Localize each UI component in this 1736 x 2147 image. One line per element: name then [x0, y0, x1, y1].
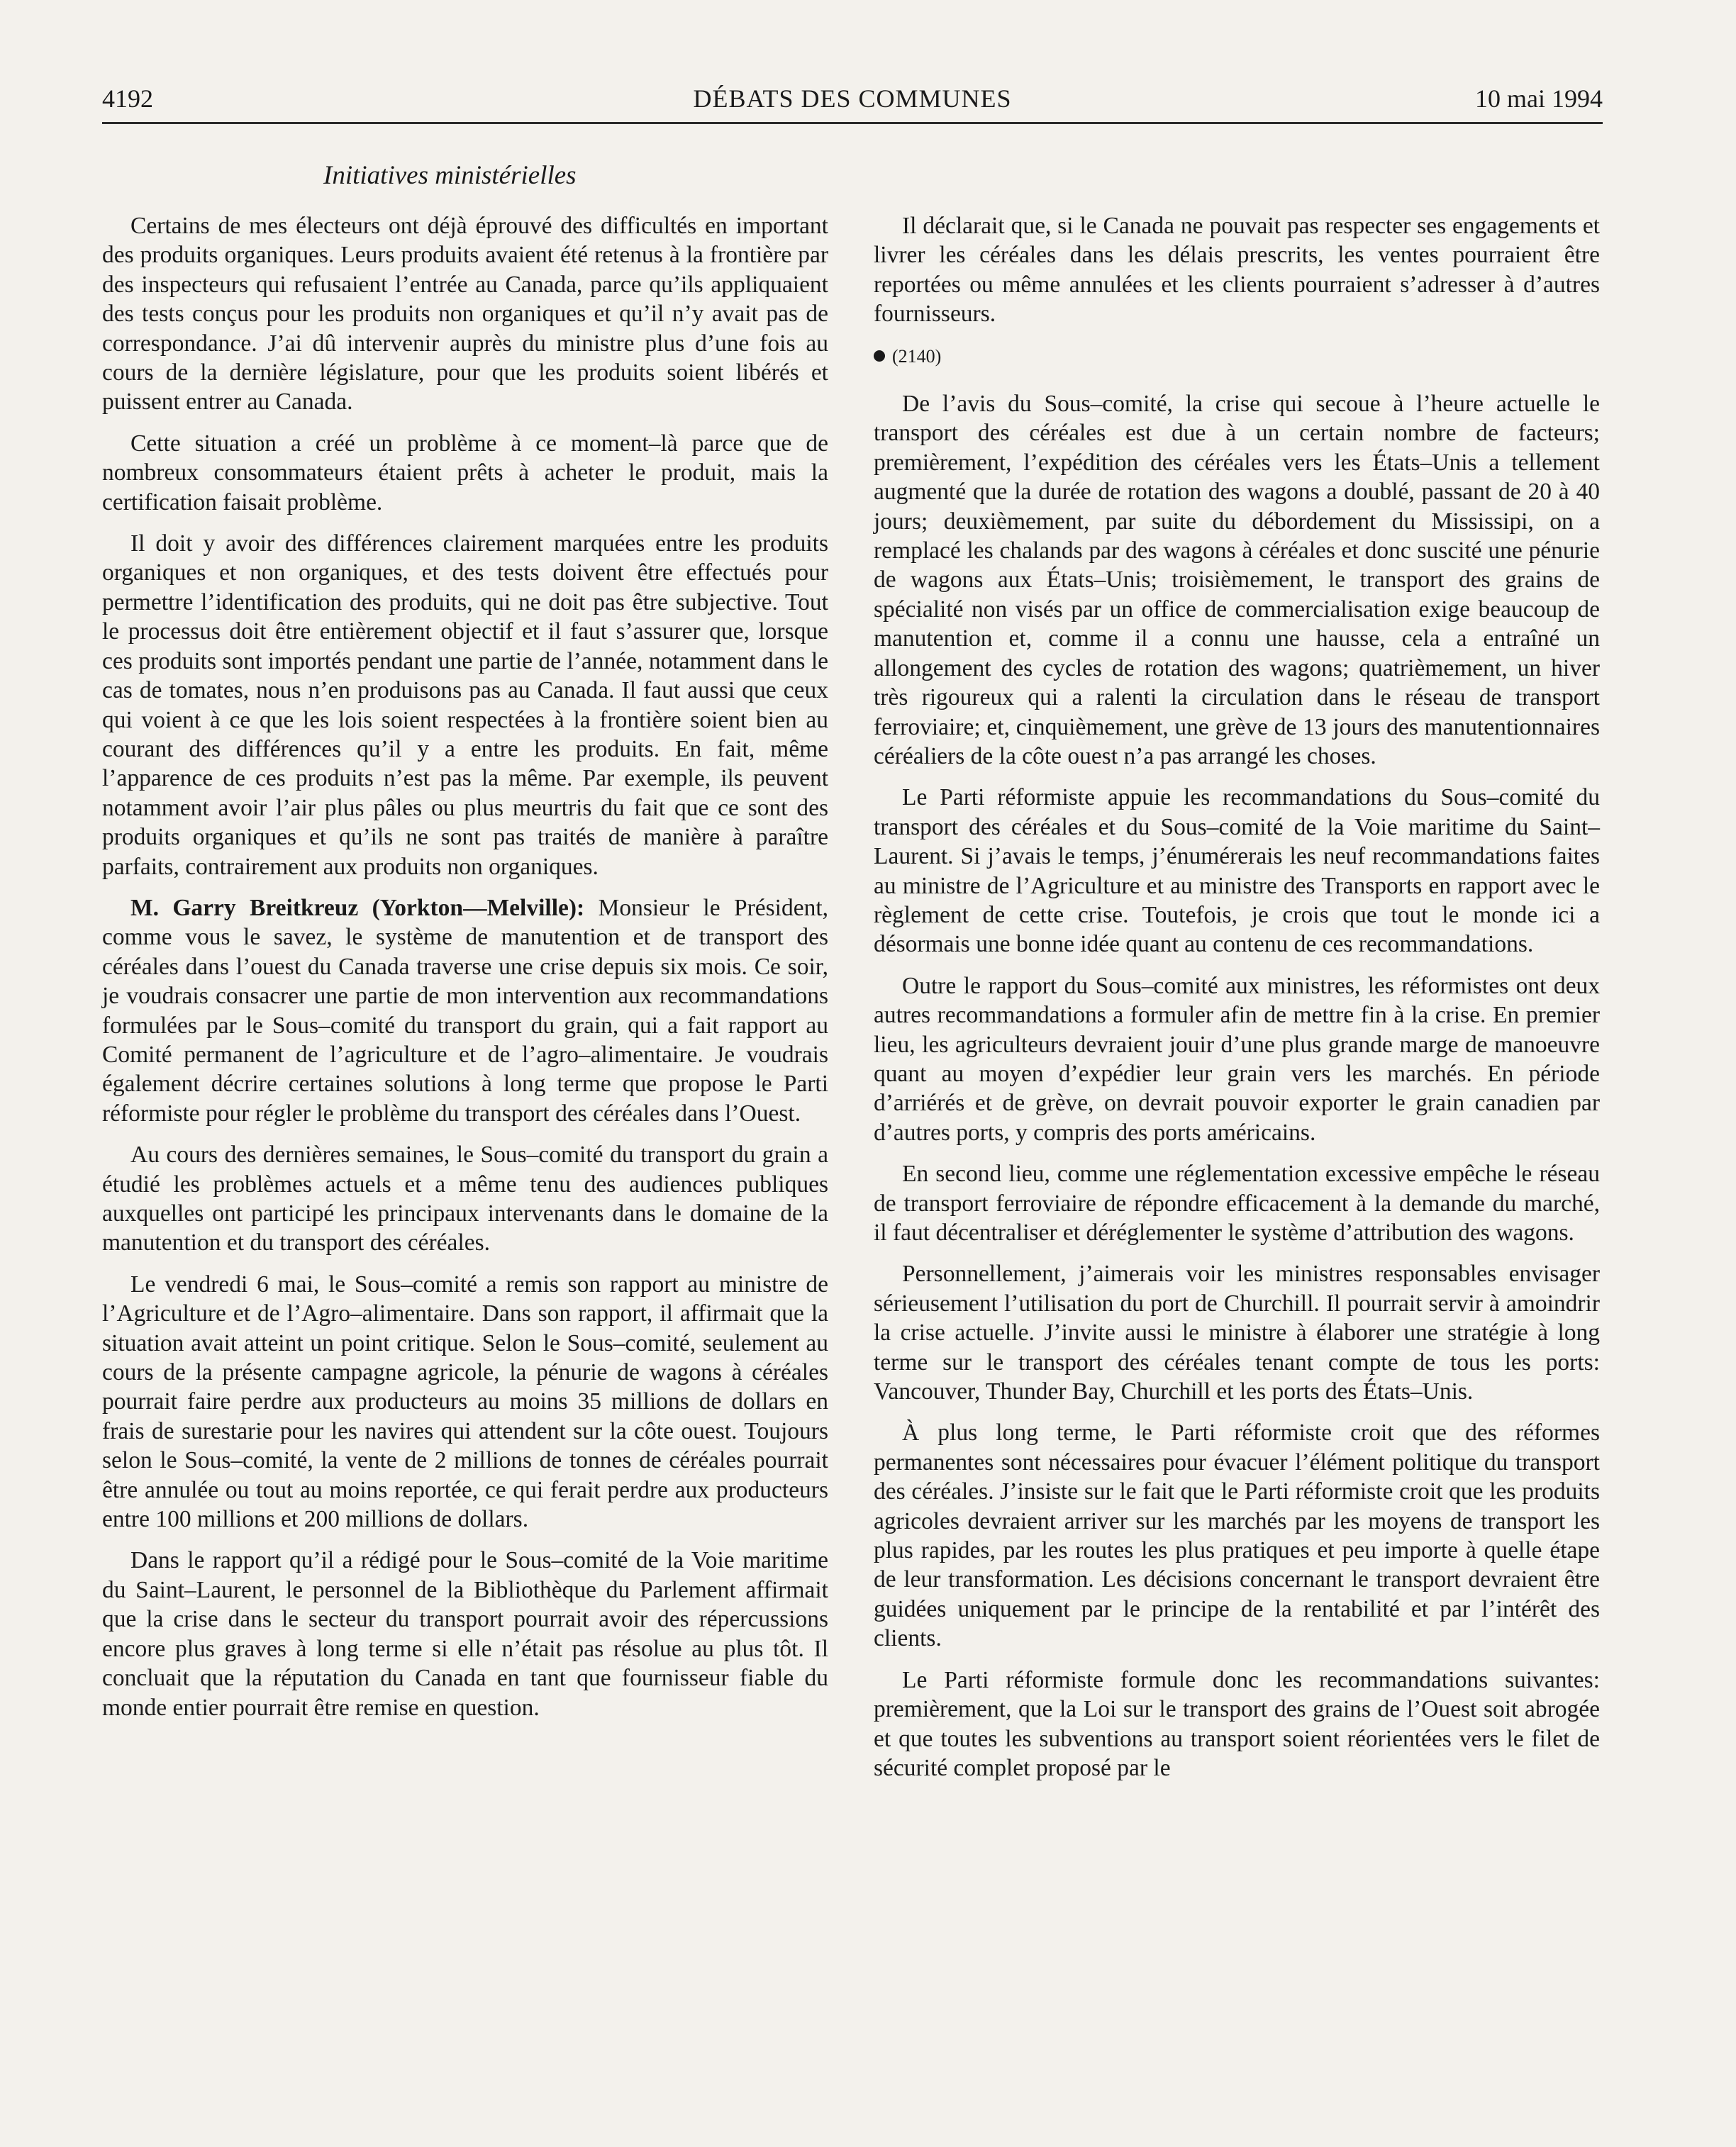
paragraph: Il doit y avoir des différences clairement marquées entre les produits organiques et non organiques, et des tests doivent être effectués pour permettre l’identification des produits, qui ne doit pas être subjective. Tout le processus doit être entièrement objectif et il faut s’assurer que, lorsque ces produits sont importés pendant une partie de l’année, notamment dans le cas de tomates, nous n’en produisons pas au Canada. Il faut aussi que ceux qui voient à ce que les lois soient respectées à la frontière soient bien au courant des différences qu’il y a entre les produits. En fait, même l’apparence de ces produits n’est pas la même. Par exemple, ils peuvent notamment avoir l’air plus pâles ou plus meurtris du fait que ce sont des produits organiques et qu’ils ne sont pas traités de manière à paraître parfaits, contrairement aux produits non organiques.	[102, 530, 828, 880]
speaker-paragraph	[102, 893, 828, 1128]
speaker-text: Monsieur le Président, comme vous le savez, le système de manutention et de transport des céréales dans l’ouest du Canada traverse une crise depuis six mois. Ce soir, je voudrais consacrer une partie de mon intervention aux recommandations formulées par le Sous–comité du transport du grain, qui a fait rapport au Comité permanent de l’agriculture et de l’agro–alimentaire. Je voudrais également décrire certaines solutions à long terme que propose le Parti réformiste pour régler le problème du transport des céréales dans l’Ouest.	[102, 894, 829, 1127]
paragraph: Le Parti réformiste formule donc les recommandations suivantes: premièrement, que la Loi sur le transport des grains de l’Ouest soit abrogée et que toutes les subventions au transport soient réorientées vers le filet de sécurité complet proposé par le	[874, 1666, 1600, 1781]
paragraph: Cette situation a créé un problème à ce moment–là parce que de nombreux consommateurs étaient prêts à acheter le produit, mais la certification faisait problème.	[102, 430, 828, 515]
paragraph: Il déclarait que, si le Canada ne pouvait pas respecter ses engagements et livrer les céréales dans les délais prescrits, les ventes pourraient être reportées ou même annulées et les clients pourraient s’adresser à d’autres fournisseurs.	[874, 213, 1600, 328]
paragraph: Au cours des dernières semaines, le Sous–comité du transport du grain a étudié les problèmes actuels et a même tenu des audiences publiques auxquelles ont participé les principaux intervenants dans le domaine de la manutention et du transport des céréales.	[102, 1142, 828, 1256]
left-column	[102, 211, 828, 1734]
paragraph: Le vendredi 6 mai, le Sous–comité a remis son rapport au ministre de l’Agriculture et de l’Agro–alimentaire. Dans son rapport, il affirmait que la situation avait atteint un point critique. Selon le Sous–comité, seulement au cours de la présente campagne agricole, la pénurie de wagons à céréales pourrait faire perdre aux producteurs au moins 35 millions de dollars en frais de surestarie pour les navires qui attendent sur la côte ouest. Toujours selon le Sous–comité, la vente de 2 millions de tonnes de céréales pourrait être annulée ou tout au moins reportée, ce qui ferait perdre aux producteurs entre 100 millions et 200 millions de dollars.	[102, 1271, 828, 1533]
paragraph: Dans le rapport qu’il a rédigé pour le Sous–comité de la Voie maritime du Saint–Laurent, le personnel de la Bibliothèque du Parlement affirmait que la crise dans le secteur du transport pourrait avoir des répercussions encore plus graves à long terme si elle n’était pas résolue au plus tôt. Il concluait que la réputation du Canada en tant que fournisseur fiable du monde entier pourrait être remise en question.	[102, 1547, 828, 1721]
paragraph: Certains de mes électeurs ont déjà éprouvé des difficultés en important des produits organiques. Leurs produits avaient été retenus à la frontière par des inspecteurs qui refusaient l’entrée au Canada, parce qu’ils appliquaient des tests conçus pour les produits non organiques et qu’il n’y avait pas de correspondance. J’ai dû intervenir auprès du ministre plus d’une fois au cours de la dernière législature, pour que les produits soient libérés et puissent entrer au Canada.	[102, 213, 828, 416]
bullet-icon	[874, 350, 885, 362]
header-rule	[102, 122, 1603, 124]
paragraph: À plus long terme, le Parti réformiste croit que des réformes permanentes sont nécessaires pour évacuer l’élément politique du transport des céréales. J’insiste sur le fait que le Parti réformiste croit que les produits agricoles devraient arriver sur les marchés par les moyens de transport les plus rapides, par les routes les plus pratiques et peu importe à quelle étape de leur transformation. Les décisions concernant le transport devraient être guidées uniquement par le principe de la rentabilité et par l’intérêt des clients.	[874, 1420, 1600, 1652]
time-marker-text: (2140)	[892, 345, 942, 367]
right-column	[874, 211, 1600, 1795]
time-marker	[874, 342, 1600, 371]
paragraph: De l’avis du Sous–comité, la crise qui secoue à l’heure actuelle le transport des céréales est due à un certain nombre de facteurs; premièrement, l’expédition des céréales vers les États–Unis a tellement augmenté que la durée de rotation des wagons a doublé, passant de 20 à 40 jours; deuxièmement, par suite du débordement du Mississipi, on a remplacé les chalands par des wagons à céréales et donc suscité une pénurie de wagons aux États–Unis; troisièmement, le transport des grains de spécialité non visés par un office de commercialisation exige beaucoup de manutention et, comme il a connu une hausse, cela a entraîné un allongement des cycles de rotation des wagons; quatrièmement, un hiver très rigoureux qui a ralenti la circulation dans le réseau de transport ferroviaire; et, cinquièmement, une grève de 13 jours des manutentionnaires céréaliers de la côte ouest n’a pas arrangé les choses.	[874, 391, 1600, 769]
section-title: Initiatives ministérielles	[323, 161, 577, 190]
paragraph: Le Parti réformiste appuie les recommandations du Sous–comité du transport des céréales et du Sous–comité de la Voie maritime du Saint–Laurent. Si j’avais le temps, j’énumérerais les neuf recommandations faites au ministre de l’Agriculture et au ministre des Transports en rapport avec le règlement de cette crise. Toutefois, je crois que tout le monde ici a désormais une bonne idée quant au contenu de ces recommandations.	[874, 784, 1600, 958]
page-header	[102, 84, 1603, 123]
issue-date: 10 mai 1994	[1475, 84, 1603, 113]
page-number: 4192	[102, 84, 153, 113]
journal-title: DÉBATS DES COMMUNES	[693, 84, 1012, 113]
paragraph: Outre le rapport du Sous–comité aux ministres, les réformistes ont deux autres recommandations a formuler afin de mettre fin à la crise. En premier lieu, les agriculteurs devraient jouir d’une plus grande marge de manoeuvre quant au moyen d’expédier leur grain vers les marchés. En période d’arriérés et de grève, on devrait pouvoir exporter le grain canadien par d’autres ports, y compris des ports américains.	[874, 972, 1600, 1146]
paragraph: Personnellement, j’aimerais voir les ministres responsables envisager sérieusement l’utilisation du port de Churchill. Il pourrait servir à amoindrir la crise actuelle. J’invite aussi le ministre à élaborer une stratégie à long terme sur le transport des céréales tenant compte de tous les ports: Vancouver, Thunder Bay, Churchill et les ports des États–Unis.	[874, 1261, 1600, 1405]
speaker-name: M. Garry Breitkreuz (Yorkton—Melville):	[130, 894, 585, 921]
paragraph: En second lieu, comme une réglementation excessive empêche le réseau de transport ferroviaire de répondre efficacement à la demande du marché, il faut décentraliser et déréglementer le système d’attribution des wagons.	[874, 1161, 1600, 1246]
